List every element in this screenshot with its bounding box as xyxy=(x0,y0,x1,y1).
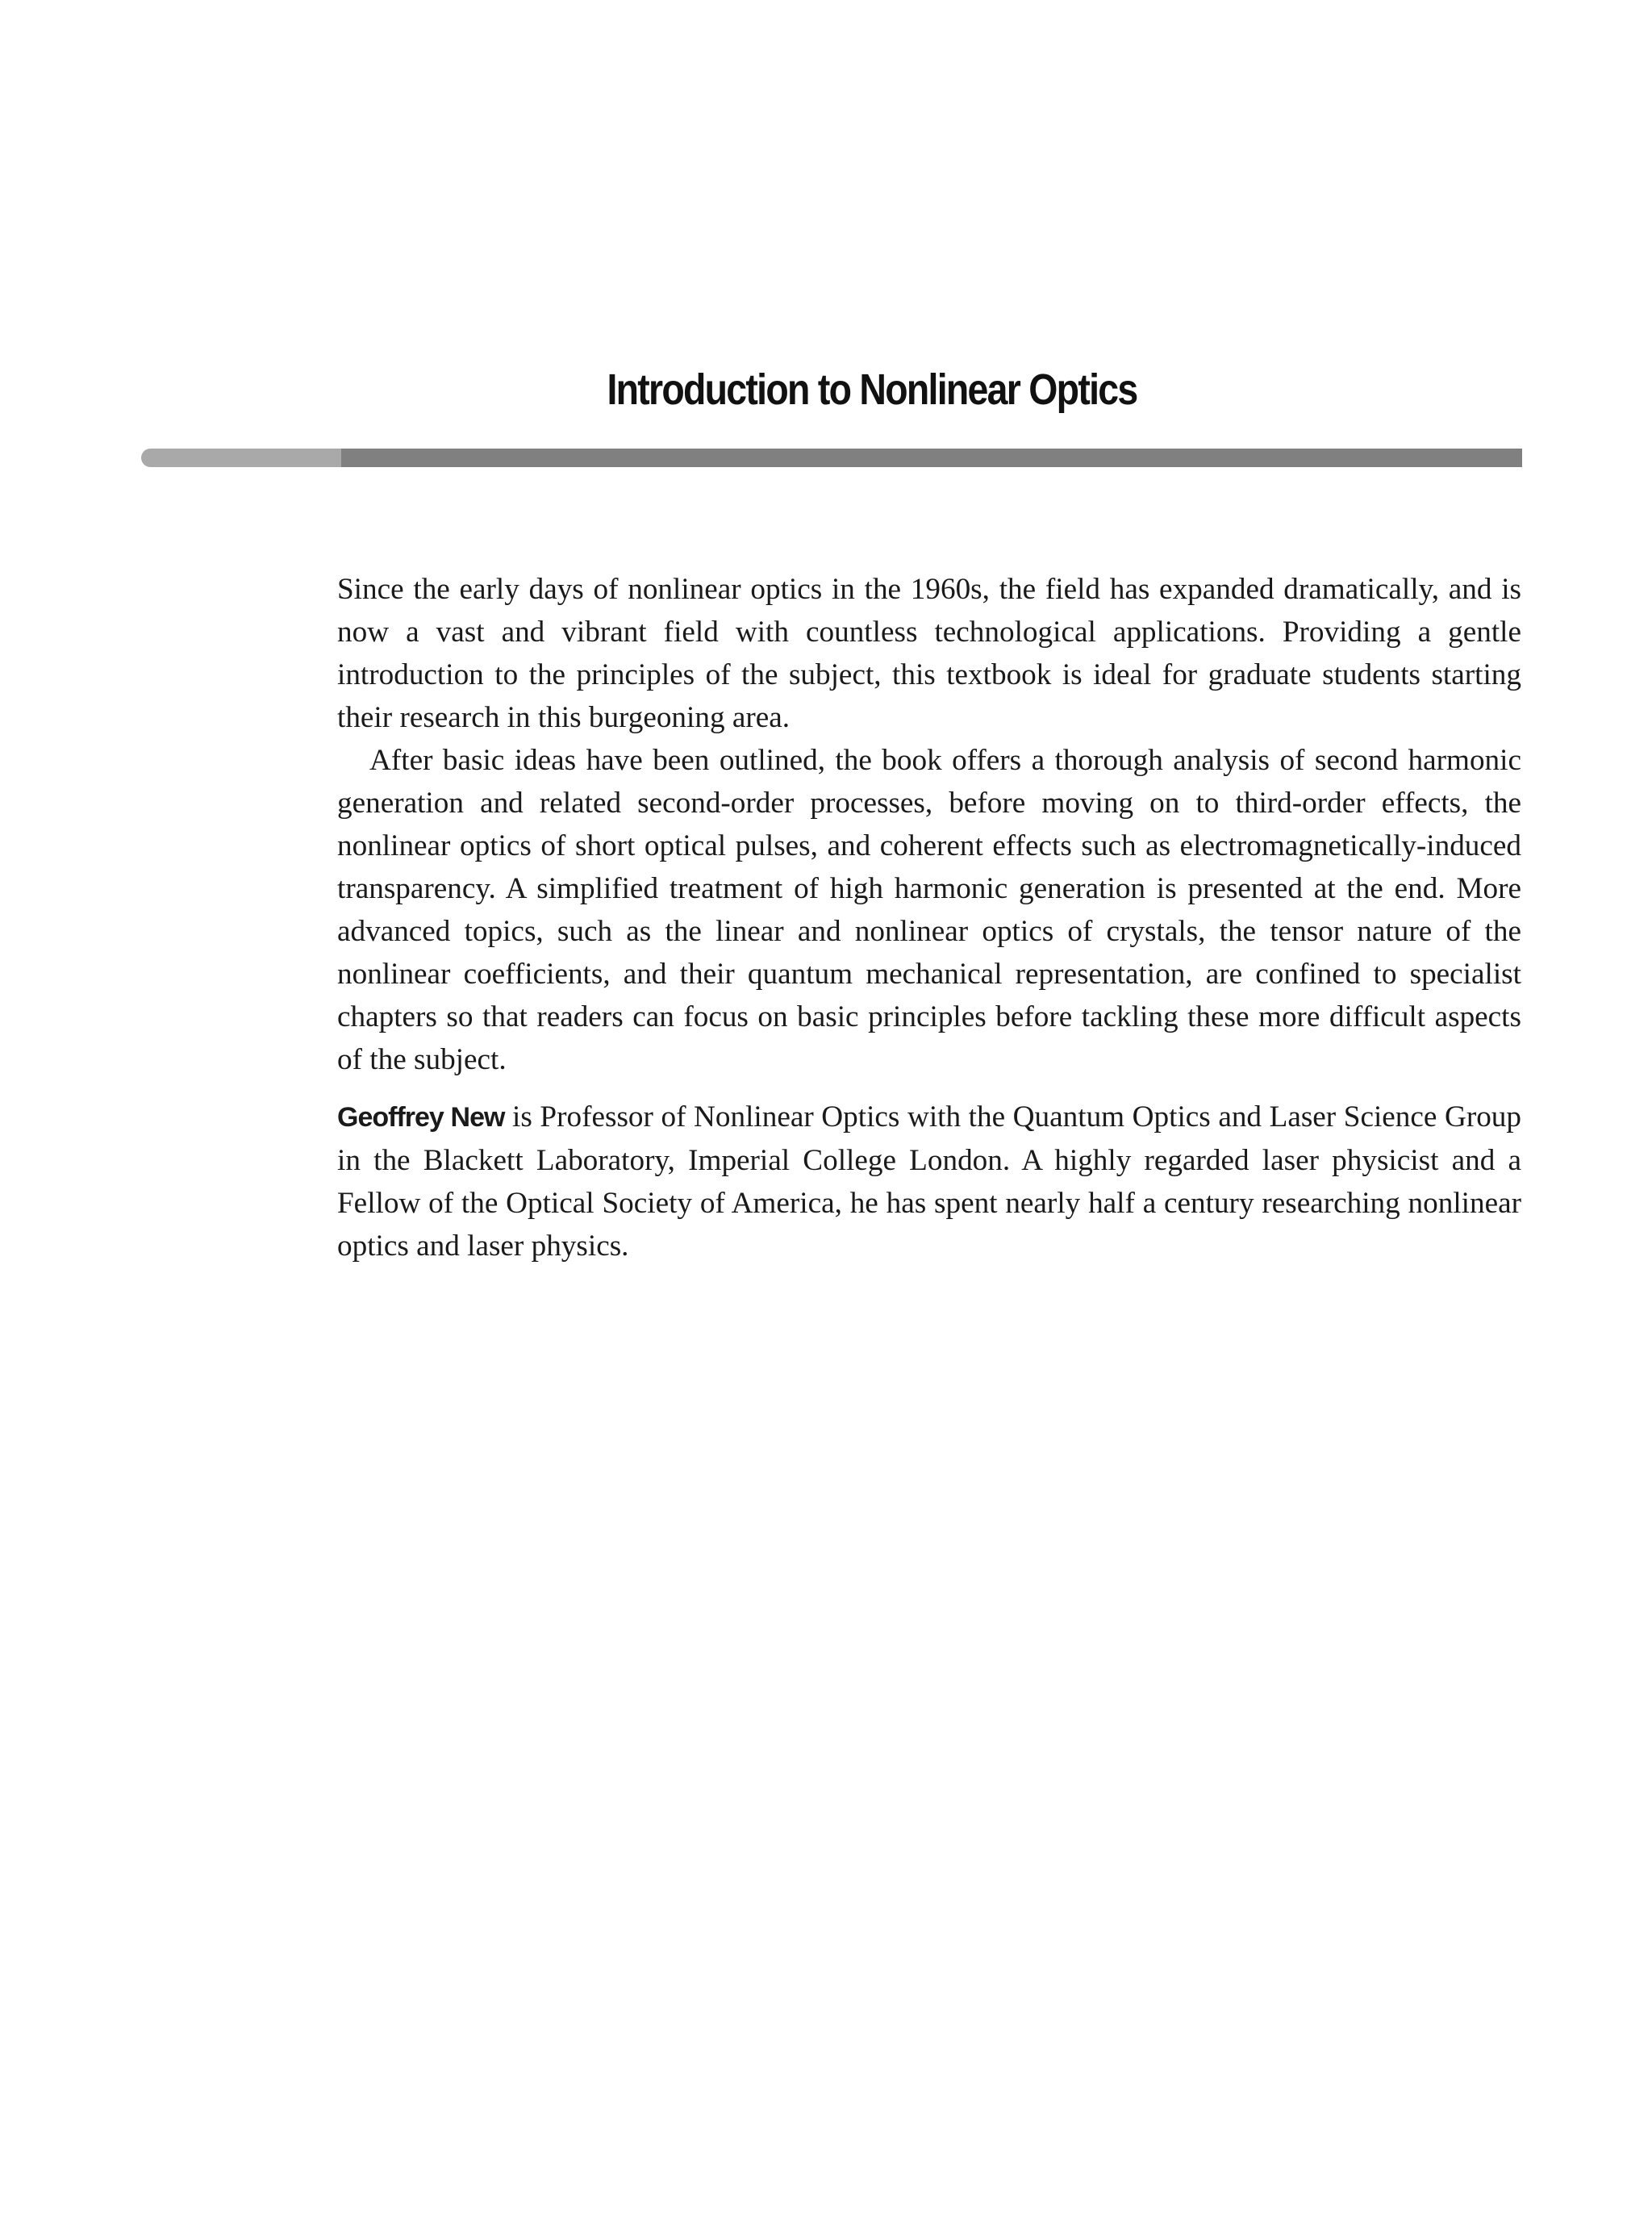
author-bio-text: is Professor of Nonlinear Optics with the Quantum Optics and Laser Science Group in the Blackett Laboratory, Imperial College London. A highly regarded laser physicist and a Fellow of the Optical Society of America, he has spent nearly half a century researching nonlinear optics and laser physics. xyxy=(337,1100,1521,1263)
author-bio xyxy=(337,1096,1521,1267)
description-paragraph-1: Since the early days of nonlinear optics in the 1960s, the field has expanded dramatically, and is now a vast and vibrant field with countless technological applications. Providing a gentle introduction to the principles of the subject, this textbook is ideal for graduate students starting their research in this burgeoning area. xyxy=(337,573,1521,734)
title-rule-dark-segment xyxy=(341,449,1522,467)
author-name: Geoffrey New xyxy=(337,1102,505,1133)
description-paragraph-2: After basic ideas have been outlined, the book offers a thorough analysis of second harmonic generation and related second-order processes, before moving on to third-order effects, the nonlinear optics of short optical pulses, and coherent effects such as electromagnetically-induced transparency. A simplified treatment of high harmonic generation is presented at the end. More advanced topics, such as the linear and nonlinear optics of crystals, the tensor nature of the nonlinear coefficients, and their quantum mechanical representation, are confined to specialist chapters so that readers can focus on basic principles before tackling these more difficult aspects of the subject. xyxy=(337,744,1521,1076)
page-title: Introduction to Nonlinear Optics xyxy=(607,365,1137,414)
title-rule-light-segment xyxy=(141,449,341,467)
book-description xyxy=(337,568,1521,1267)
